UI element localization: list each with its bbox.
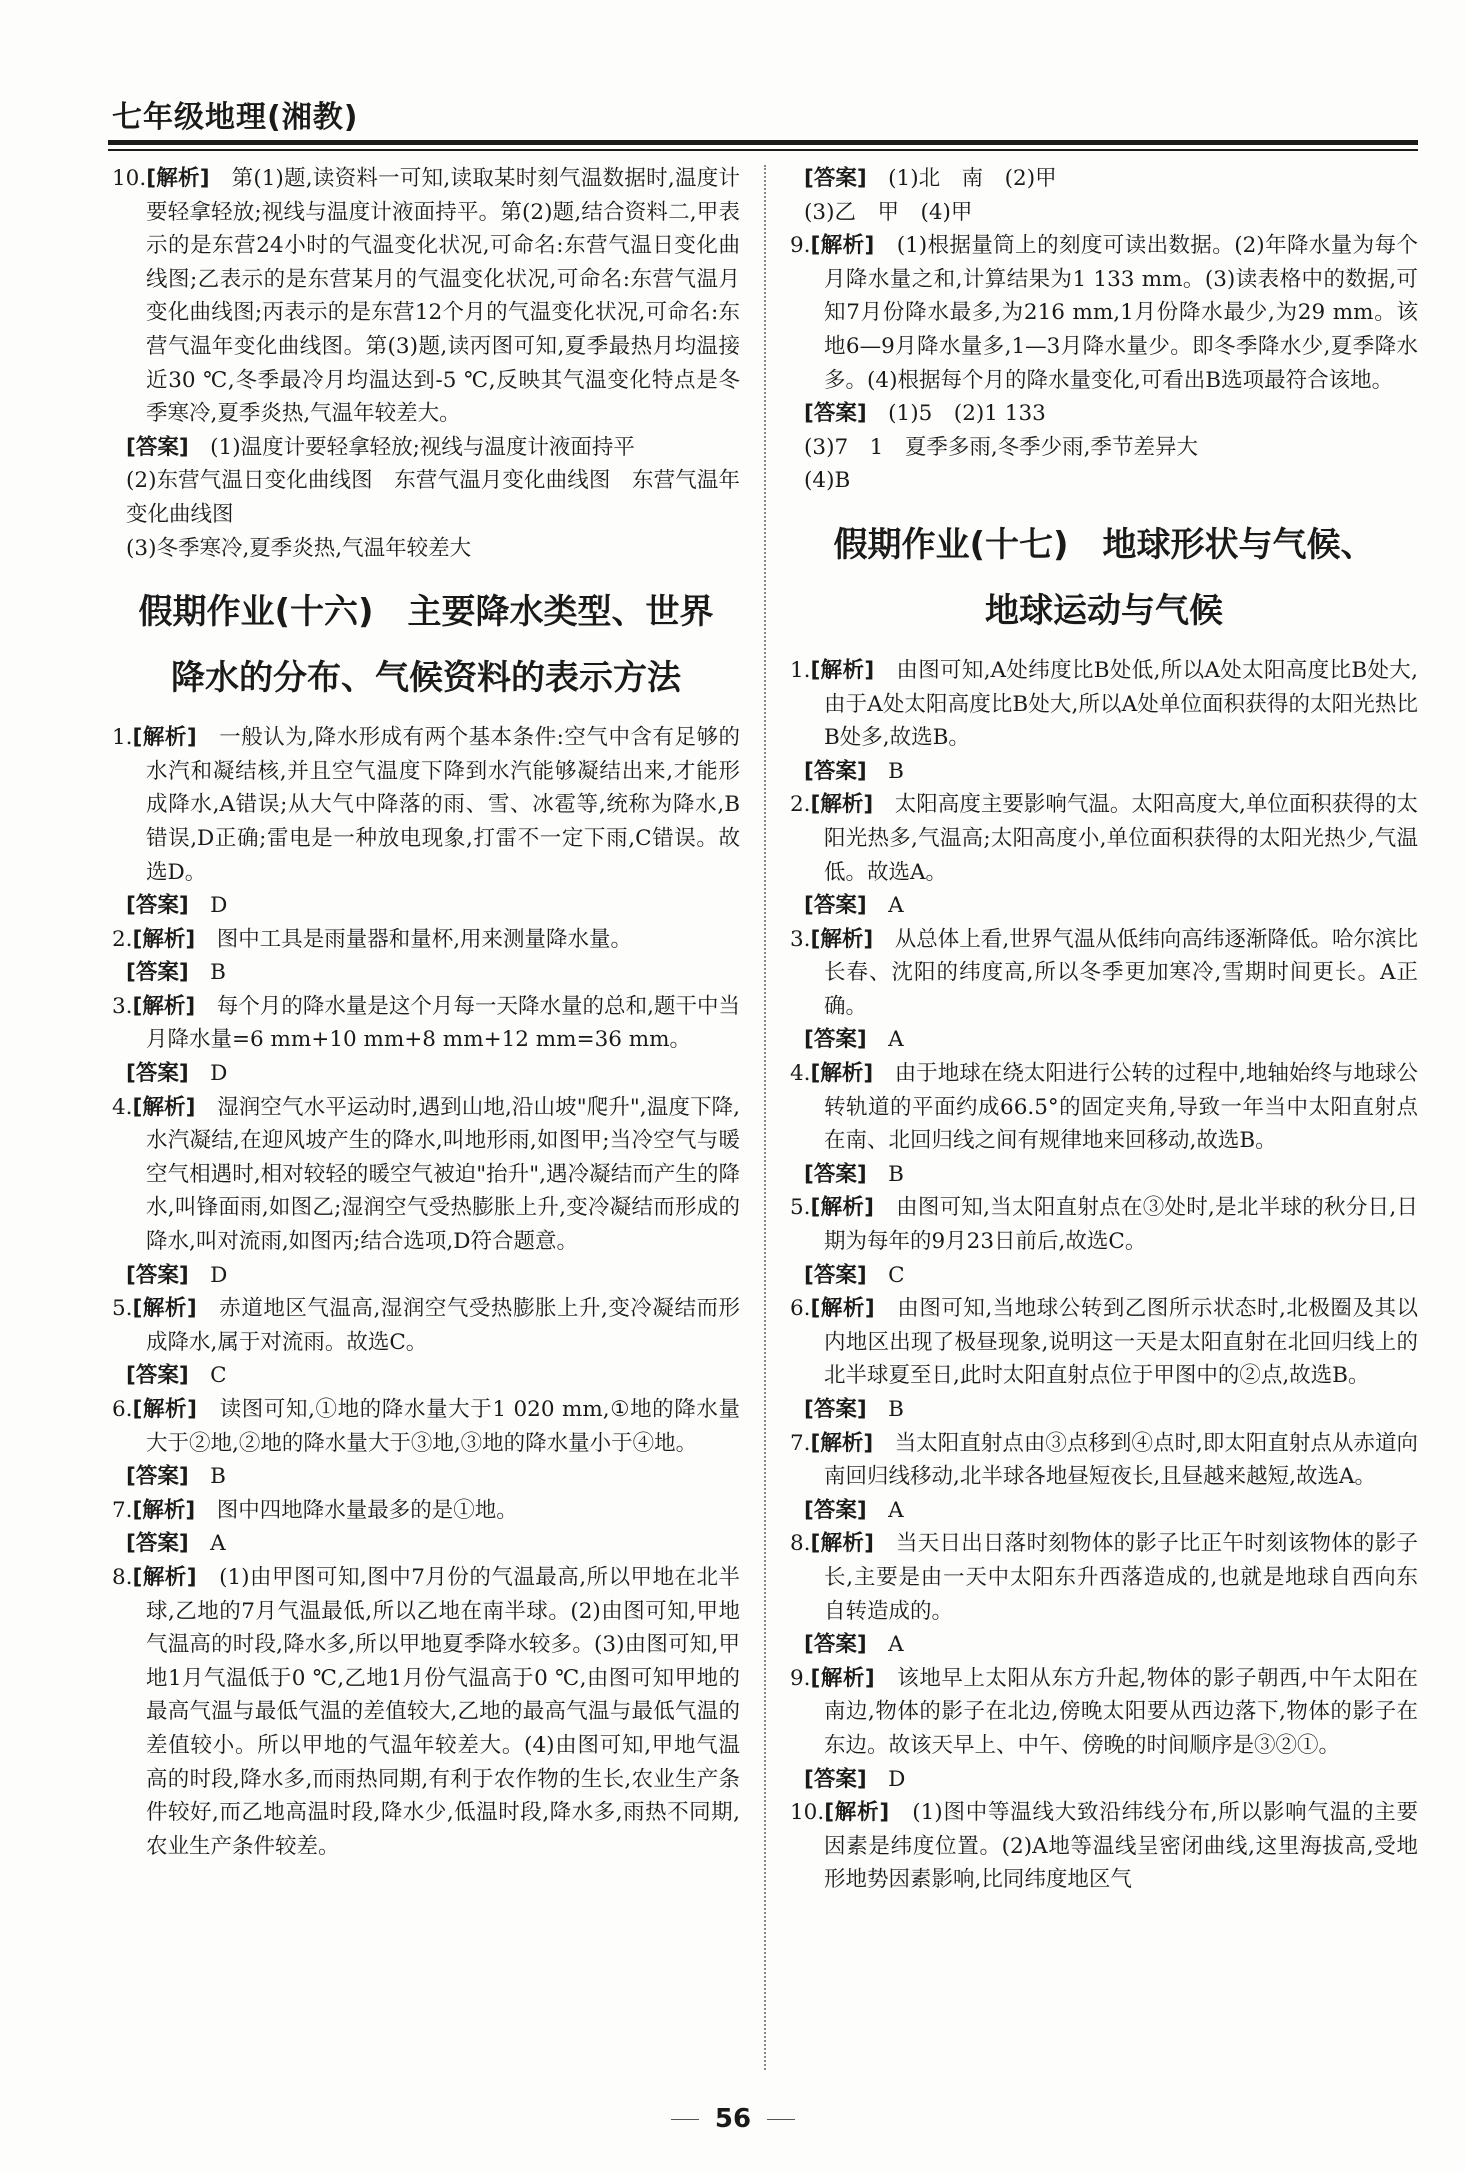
analysis-label: [解析] [810,657,875,683]
left-q10-answer-3: (3)冬季寒冷,夏季炎热,气温年较差大 [126,535,472,561]
analysis-text: 一般认为,降水形成有两个基本条件:空气中含有足够的水汽和凝结核,并且空气温度下降到水汽能够凝结出来,才能形成降水,A错误;从大气中降落的雨、雪、冰雹等,统称为降水,B错误,D正确;雷电是一种放电现象,打雷不一定下雨,C错误。故选D。 [146,725,740,885]
question-analysis [112,1292,740,1359]
question-answer [112,1460,740,1494]
answer-label: [答案] [804,1397,867,1422]
question-number: 3. [112,993,133,1019]
page-header-title: 七年级地理(湘教) [112,100,359,135]
analysis-label: [解析] [132,1094,196,1120]
answer-text: C [210,1363,227,1389]
analysis-label: [解析] [146,166,210,191]
answer-text: B [888,1397,904,1422]
section-title-line: 假期作业(十六) 主要降水类型、世界 [138,592,714,633]
question-analysis [790,1191,1418,1258]
question-number: 8. [112,1564,133,1590]
answer-text: D [888,1766,906,1792]
answer-text: C [888,1262,905,1288]
question-number: 5. [790,1195,811,1221]
question-number: 3. [790,926,811,952]
analysis-text: 赤道地区气温高,湿润空气受热膨胀上升,变冷凝结而形成降水,属于对流雨。故选C。 [146,1296,740,1355]
question-analysis [112,1393,740,1460]
answer-label: [答案] [804,893,867,919]
analysis-text: 由图可知,当太阳直射点在③处时,是北半球的秋分日,日期为每年的9月23日前后,故选C。 [824,1195,1418,1255]
answer-label: [答案] [126,960,189,986]
section-title-16 [112,579,740,711]
question-answer [112,889,740,923]
answer-label: [答案] [804,1766,867,1792]
answer-label: [答案] [804,166,867,191]
analysis-label: [解析] [810,1430,874,1456]
analysis-text: 图中工具是雨量器和量杯,用来测量降水量。 [216,926,633,952]
analysis-text: 该地早上太阳从东方升起,物体的影子朝西,中午太阳在南边,物体的影子在北边,傍晚太阳要从西边落下,物体的影子在东边。故该天早上、中午、傍晚的时间顺序是③②①。 [824,1665,1418,1758]
question-analysis [790,1796,1418,1897]
analysis-text: 当太阳直射点由③点移到④点时,即太阳直射点从赤道向南回归线移动,北半球各地昼短夜长,且昼越来越短,故选A。 [824,1430,1418,1490]
question-number: 2. [112,926,133,952]
analysis-label: [解析] [132,1564,197,1590]
left-q10-analysis [112,162,740,431]
question-number: 2. [790,792,811,818]
right-question-list [790,654,1418,1897]
analysis-label: [解析] [132,993,196,1019]
answer-text: A [888,1027,904,1053]
left-question-list [112,721,740,1863]
question-answer [790,1259,1418,1293]
answer-label: [答案] [126,434,189,460]
footer-dash [767,2119,795,2121]
answer-text: (1)5 (2)1 133 [888,401,1046,427]
analysis-label: [解析] [824,1800,890,1826]
question-answer [790,755,1418,789]
answer-text: D [210,893,228,919]
answer-label: [答案] [804,1027,867,1053]
question-analysis [790,654,1418,755]
analysis-label: [解析] [132,1497,196,1523]
question-analysis [790,923,1418,1024]
question-number: 9. [790,1665,811,1691]
analysis-text: 当天日出日落时刻物体的影子比正午时刻该物体的影子长,主要是由一天中太阳东升西落造成的,也就是地球自西向东自转造成的。 [824,1531,1418,1624]
analysis-text: 由图可知,当地球公转到乙图所示状态时,北极圈及其以内地区出现了极昼现象,说明这一天是太阳直射在北回归线上的北半球夏至日,此时太阳直射点位于甲图中的②点,故选B。 [824,1296,1418,1389]
section-title-line: 降水的分布、气候资料的表示方法 [171,658,681,699]
question-answer [790,1393,1418,1427]
question-number: 9. [790,233,811,259]
analysis-text: (1)由甲图可知,图中7月份的气温最高,所以甲地在北半球,乙地的7月气温最低,所以乙地在南半球。(2)由图可知,甲地气温高的时段,降水多,所以甲地夏季降水较多。(3)由图可知,甲地1月气温低于0 ℃,乙地1月份气温高于0 ℃,由图可知甲地的最高气温与最低气温的差值较大,乙地的最高气温与最低气温的差值较小。所以甲地的气温年较差大。(4)由图可知,甲地气温高的时段,降水多,而雨热同期,有利于农作物的生长,农业生产条件较好,而乙地高温时段,降水少,低温时段,降水多,雨热不同期,农业生产条件较差。 [146,1564,740,1859]
analysis-label: [解析] [132,1397,197,1422]
question-number: 10. [790,1800,825,1826]
answer-label: [答案] [126,1464,189,1490]
section-title-line: 假期作业(十七) 地球形状与气候、 [833,524,1375,565]
analysis-label: [解析] [810,926,874,952]
analysis-text: 湿润空气水平运动时,遇到山地,沿山坡"爬升",温度下降,水汽凝结,在迎风坡产生的降水,叫地形雨,如图甲;当冷空气与暖空气相遇时,相对较轻的暖空气被迫"抬升",遇冷凝结而产生的降水,叫锋面雨,如图乙;湿润空气受热膨胀上升,变冷凝结而形成的降水,叫对流雨,如图丙;结合选项,D符合题意。 [146,1094,740,1255]
question-answer [790,1494,1418,1528]
question-number: 10. [112,166,147,191]
answer-text: A [888,893,904,919]
question-analysis [790,1057,1418,1158]
answer-label: [答案] [126,1262,189,1288]
question-answer [112,1259,740,1293]
answer-text: A [888,1497,904,1523]
question-number: 1. [790,657,811,683]
question-analysis [790,1527,1418,1628]
question-analysis [790,1427,1418,1494]
footer-dash [671,2119,699,2121]
answer-text: (1)北 南 (2)甲 [888,166,1057,191]
answer-label: [答案] [126,893,189,919]
question-number: 4. [790,1061,811,1087]
analysis-label: [解析] [810,1665,875,1691]
analysis-label: [解析] [810,792,874,818]
analysis-text: 第(1)题,读资料一可知,读取某时刻气温数据时,温度计要轻拿轻放;视线与温度计液面持平。第(2)题,结合资料二,甲表示的是东营24小时的气温变化状况,可命名:东营气温日变化曲线图;乙表示的是东营某月的气温变化状况,可命名:东营气温月变化曲线图;丙表示的是东营12个月的气温变化状况,可命名:东营气温年变化曲线图。第(3)题,读丙图可知,夏季最热月均温接近30 ℃,冬季最冷月均温达到-5 ℃,反映其气温变化特点是冬季寒冷,夏季炎热,气温年较差大。 [146,166,740,427]
question-analysis [112,1494,740,1528]
analysis-text: (1)图中等温线大致沿纬线分布,所以影响气温的主要因素是纬度位置。(2)A地等温线呈密闭曲线,这里海拔高,受地形地势因素影响,比同纬度地区气 [824,1800,1418,1893]
question-answer [790,1023,1418,1057]
question-answer [112,1359,740,1393]
right-q9-answer-1 [790,397,1418,431]
right-q9-answer-2: (3)7 1 夏季多雨,冬季少雨,季节差异大 [804,434,1198,460]
right-q9-analysis [790,229,1418,397]
question-analysis [112,990,740,1057]
question-analysis [112,721,740,889]
question-analysis [112,923,740,957]
left-q10-answer-2: (2)东营气温日变化曲线图 东营气温月变化曲线图 东营气温年变化曲线图 [126,468,740,527]
left-q10-answer-1 [112,431,740,465]
answer-text: B [888,758,904,784]
answer-text: D [210,1262,228,1288]
answer-text: B [210,960,226,986]
answer-text: D [210,1061,228,1087]
answer-text: (1)温度计要轻拿轻放;视线与温度计液面持平 [210,434,635,460]
section-title-line: 地球运动与气候 [985,590,1223,631]
section-title-17 [790,512,1418,644]
question-analysis [790,1292,1418,1393]
answer-label: [答案] [804,1497,867,1523]
analysis-label: [解析] [132,725,197,751]
question-number: 7. [790,1430,811,1456]
analysis-text: 图中四地降水量最多的是①地。 [216,1497,518,1523]
answer-text: B [210,1464,226,1490]
question-answer [790,1628,1418,1662]
analysis-label: [解析] [132,926,196,952]
analysis-text: 太阳高度主要影响气温。太阳高度大,单位面积获得的太阳光热多,气温高;太阳高度小,单位面积获得的太阳光热少,气温低。故选A。 [824,792,1418,885]
right-q8-answer-1 [790,162,1418,196]
analysis-text: 每个月的降水量是这个月每一天降水量的总和,题干中当月降水量=6 mm+10 mm+8 mm+12 mm=36 mm。 [146,993,740,1053]
question-analysis [112,1091,740,1259]
answer-label: [答案] [804,401,867,427]
right-q9-answer-3: (4)B [804,468,851,494]
analysis-label: [解析] [810,1296,875,1322]
analysis-text: 由于地球在绕太阳进行公转的过程中,地轴始终与地球公转轨道的平面约成66.5°的固定夹角,导致一年当中太阳直射点在南、北回归线之间有规律地来回移动,故选B。 [824,1061,1418,1154]
header-rule-thin [108,149,1418,151]
right-column [790,162,1418,1897]
answer-label: [答案] [126,1531,189,1557]
question-analysis [790,788,1418,889]
page-number: 56 [714,2104,752,2134]
question-number: 1. [112,725,133,751]
question-answer [790,889,1418,923]
answer-label: [答案] [126,1363,189,1389]
analysis-text: 由图可知,A处纬度比B处低,所以A处太阳高度比B处大,由于A处太阳高度比B处大,所以A处单位面积获得的太阳光热比B处多,故选B。 [824,657,1418,751]
question-answer [112,956,740,990]
question-number: 4. [112,1094,133,1120]
analysis-label: [解析] [810,1195,874,1221]
analysis-text: 从总体上看,世界气温从低纬向高纬逐渐降低。哈尔滨比长春、沈阳的纬度高,所以冬季更加寒冷,雪期时间更长。A正确。 [824,926,1418,1019]
answer-label: [答案] [804,1161,867,1187]
question-analysis [790,1662,1418,1763]
question-number: 6. [112,1397,133,1422]
page-footer [0,2104,1466,2134]
answer-label: [答案] [126,1061,189,1087]
analysis-label: [解析] [810,1531,874,1557]
left-column [112,162,740,1863]
question-answer [790,1763,1418,1797]
header-rule-thick [108,140,1418,145]
question-number: 5. [112,1296,133,1322]
answer-text: A [210,1531,226,1557]
right-q8-answer-2: (3)乙 甲 (4)甲 [804,199,973,225]
analysis-text: 读图可知,①地的降水量大于1 020 mm,①地的降水量大于②地,②地的降水量大于③地,③地的降水量小于④地。 [146,1397,740,1456]
question-answer [790,1158,1418,1192]
question-number: 8. [790,1531,811,1557]
analysis-label: [解析] [132,1296,197,1322]
question-answer [112,1057,740,1091]
question-number: 7. [112,1497,133,1523]
answer-label: [答案] [804,1632,867,1658]
question-number: 6. [790,1296,811,1322]
analysis-text: (1)根据量筒上的刻度可读出数据。(2)年降水量为每个月降水量之和,计算结果为1 133 mm。(3)读表格中的数据,可知7月份降水最多,为216 mm,1月份降水最少,为29 mm。该地6—9月降水量多,1—3月降水量少。即冬季降水少,夏季降水多。(4)根据每个月的降水量变化,可看出B选项最符合该地。 [824,233,1418,393]
question-answer [112,1527,740,1561]
analysis-label: [解析] [810,1061,874,1087]
answer-text: A [888,1632,904,1658]
answer-label: [答案] [804,1262,867,1288]
answer-label: [答案] [804,758,867,784]
answer-text: B [888,1161,904,1187]
question-analysis [112,1561,740,1863]
analysis-label: [解析] [810,233,875,259]
column-divider [764,165,766,2070]
